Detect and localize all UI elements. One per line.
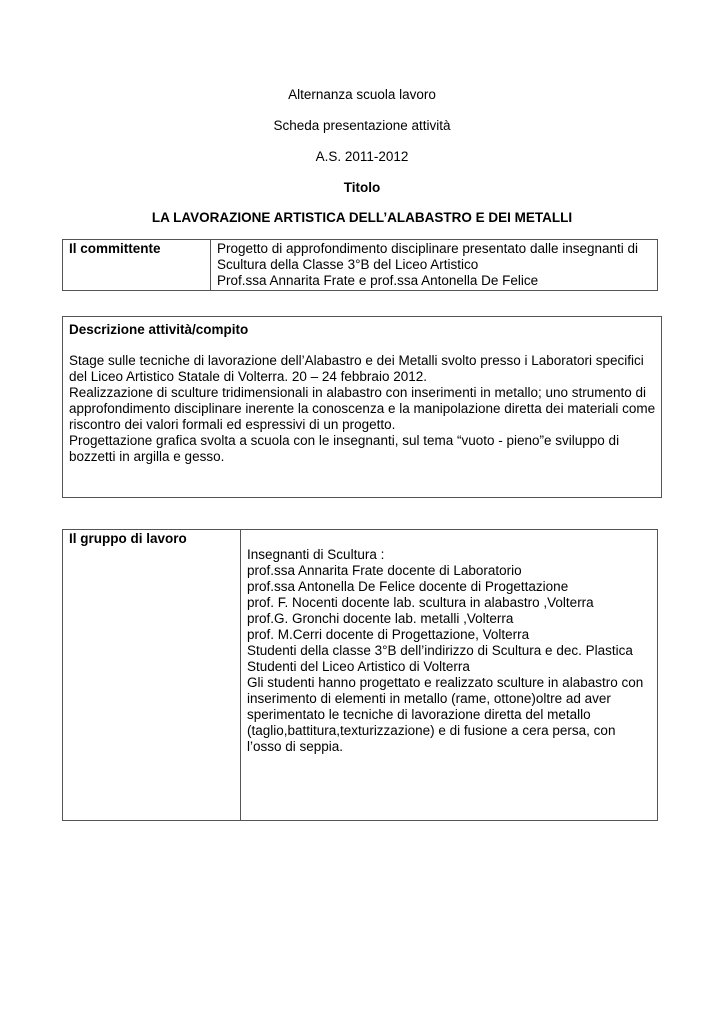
descrizione-line: bozzetti in argilla e gesso. xyxy=(69,449,225,464)
committente-line: Prof.ssa Annarita Frate e prof.ssa Antonella De Felice xyxy=(217,273,539,288)
committente-line: Scultura della Classe 3°B del Liceo Artistico xyxy=(217,257,479,272)
gruppo-line: prof.G. Gronchi docente lab. metalli ,Volterra xyxy=(247,611,514,626)
gruppo-label: Il gruppo di lavoro xyxy=(69,531,187,546)
gruppo-line: Studenti della classe 3°B dell’indirizzo di Scultura e dec. Plastica xyxy=(247,643,633,658)
school-year: A.S. 2011-2012 xyxy=(315,149,409,164)
committente-content-cell xyxy=(211,240,658,291)
committente-label-cell xyxy=(63,240,211,291)
descrizione-line: approfondimento disciplinare inerente la conoscenza e la manipolazione diretta dei materiali come xyxy=(69,401,656,416)
descrizione-cell xyxy=(63,317,662,498)
gruppo-line: l’osso di seppia. xyxy=(247,739,344,754)
title-label: Titolo xyxy=(343,180,381,195)
gruppo-line: inserimento di elementi in metallo (rame, ottone)oltre ad aver xyxy=(247,691,611,706)
gruppo-table xyxy=(62,529,658,821)
gruppo-line: Insegnanti di Scultura : xyxy=(247,547,385,562)
descrizione-line: Realizzazione di sculture tridimensionali in alabastro con inserimenti in metallo; uno strumento di xyxy=(69,385,647,400)
gruppo-line: (taglio,battitura,texturizzazione) e di fusione a cera persa, con xyxy=(247,723,616,738)
gruppo-label-cell xyxy=(63,530,241,821)
descrizione-label: Descrizione attività/compito xyxy=(69,322,249,337)
committente-table xyxy=(62,239,658,291)
gruppo-line: prof. M.Cerri docente di Progettazione, Volterra xyxy=(247,627,530,642)
descrizione-line: Stage sulle tecniche di lavorazione dell’Alabastro e dei Metalli svolto presso i Laboratori specifici xyxy=(69,353,644,368)
document-title: LA LAVORAZIONE ARTISTICA DELL’ALABASTRO E DEI METALLI xyxy=(151,210,573,225)
committente-line: Progetto di approfondimento disciplinare presentato dalle insegnanti di xyxy=(217,241,639,256)
gruppo-line: Studenti del Liceo Artistico di Volterra xyxy=(247,659,470,674)
gruppo-line: sperimentato le tecniche di lavorazione diretta del metallo xyxy=(247,707,591,722)
gruppo-line: Gli studenti hanno progettato e realizzato sculture in alabastro con xyxy=(247,675,644,690)
gruppo-line: prof.ssa Annarita Frate docente di Laboratorio xyxy=(247,563,522,578)
committente-label: Il committente xyxy=(69,241,161,256)
gruppo-content-cell xyxy=(241,530,658,821)
descrizione-table xyxy=(62,316,662,498)
descrizione-line: del Liceo Artistico Statale di Volterra. 20 – 24 febbraio 2012. xyxy=(69,369,427,384)
header-line-2: Scheda presentazione attività xyxy=(273,118,451,133)
header-line-1: Alternanza scuola lavoro xyxy=(288,87,436,102)
descrizione-line: Progettazione grafica svolta a scuola con le insegnanti, sul tema “vuoto - pieno”e sviluppo di xyxy=(69,433,620,448)
gruppo-line: prof. F. Nocenti docente lab. scultura in alabastro ,Volterra xyxy=(247,595,594,610)
descrizione-line: riscontro dei valori formali ed espressivi di un progetto. xyxy=(69,417,396,432)
gruppo-line: prof.ssa Antonella De Felice docente di Progettazione xyxy=(247,579,569,594)
